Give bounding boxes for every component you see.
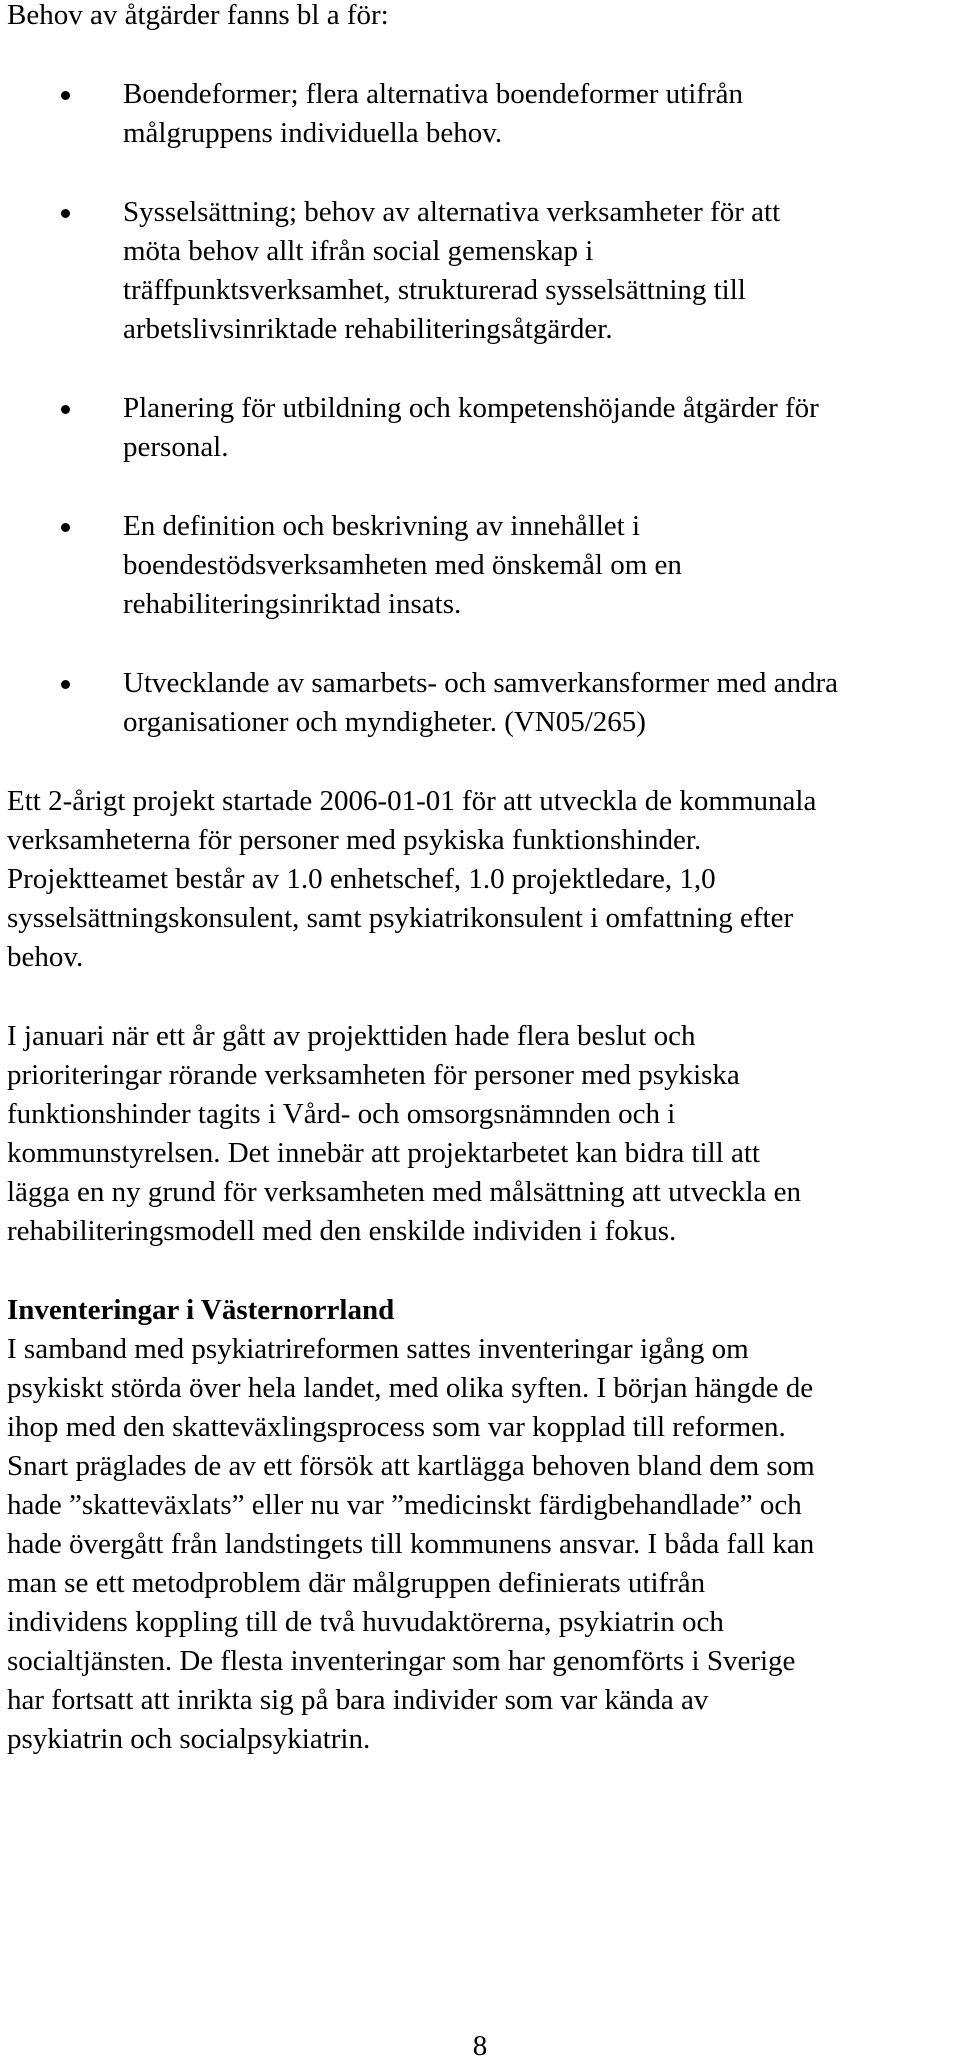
- bullet-icon: [61, 405, 70, 414]
- bullet-icon: [61, 680, 70, 689]
- section-heading: Inventeringar i Västernorrland: [7, 1294, 395, 1326]
- list-item: Utvecklande av samarbets- och samverkansformer med andra organisationer och myndigheter. (VN05/265): [7, 664, 955, 742]
- document-page: [7, 0, 955, 1759]
- list-item: Planering för utbildning och kompetenshöjande åtgärder för personal.: [7, 389, 955, 467]
- bullet-icon: [61, 209, 70, 218]
- list-item: Boendeformer; flera alternativa boendeformer utifrån målgruppens individuella behov.: [7, 75, 955, 153]
- page-number: 8: [472, 2030, 488, 2062]
- inventory-paragraph: I samband med psykiatrireformen sattes inventeringar igång om psykiskt störda över hela landet, med olika syften. I början hängde de ihop med den skatteväxlingsprocess som var kopplad till reformen. Snart präglades de av ett försök att kartlägga behoven bland dem som hade ”skatteväxlats” eller nu var ”medicinskt färdigbehandlade” och hade övergått från landstingets till kommunens ansvar. I båda fall kan man se ett metodproblem där målgruppen definierats utifrån individens koppling till de två huvudaktörerna, psykiatrin och socialtjänsten. De flesta inventeringar som har genomförts i Sverige har fortsatt att inrikta sig på bara individer som var kända av psykiatrin och socialpsykiatrin.: [7, 1333, 815, 1755]
- needs-list: [7, 75, 955, 742]
- project-paragraph: Ett 2-årigt projekt startade 2006-01-01 för att utveckla de kommunala verksamheterna för personer med psykiska funktionshinder. Projektteamet består av 1.0 enhetschef, 1.0 projektledare, 1,0 sysselsättningskonsulent, samt psykiatrikonsulent i omfattning efter behov.: [7, 785, 817, 973]
- list-item: En definition och beskrivning av innehållet i boendestödsverksamheten med önskemål om en rehabiliteringsinriktad insats.: [7, 507, 955, 624]
- bullet-icon: [61, 523, 70, 532]
- bullet-icon: [61, 91, 70, 100]
- intro-line: Behov av åtgärder fanns bl a för:: [7, 0, 389, 31]
- list-item: Sysselsättning; behov av alternativa verksamheter för att möta behov allt ifrån social gemenskap i träffpunktsverksamhet, strukturerad sysselsättning till arbetslivsinriktade rehabiliteringsåtgärder.: [7, 193, 955, 349]
- january-paragraph: I januari när ett år gått av projekttiden hade flera beslut och prioriteringar rörande verksamheten för personer med psykiska funktionshinder tagits i Vård- och omsorgsnämnden och i kommunstyrelsen. Det innebär att projektarbetet kan bidra till att lägga en ny grund för verksamheten med målsättning att utveckla en rehabiliteringsmodell med den enskilde individen i fokus.: [7, 1020, 802, 1247]
